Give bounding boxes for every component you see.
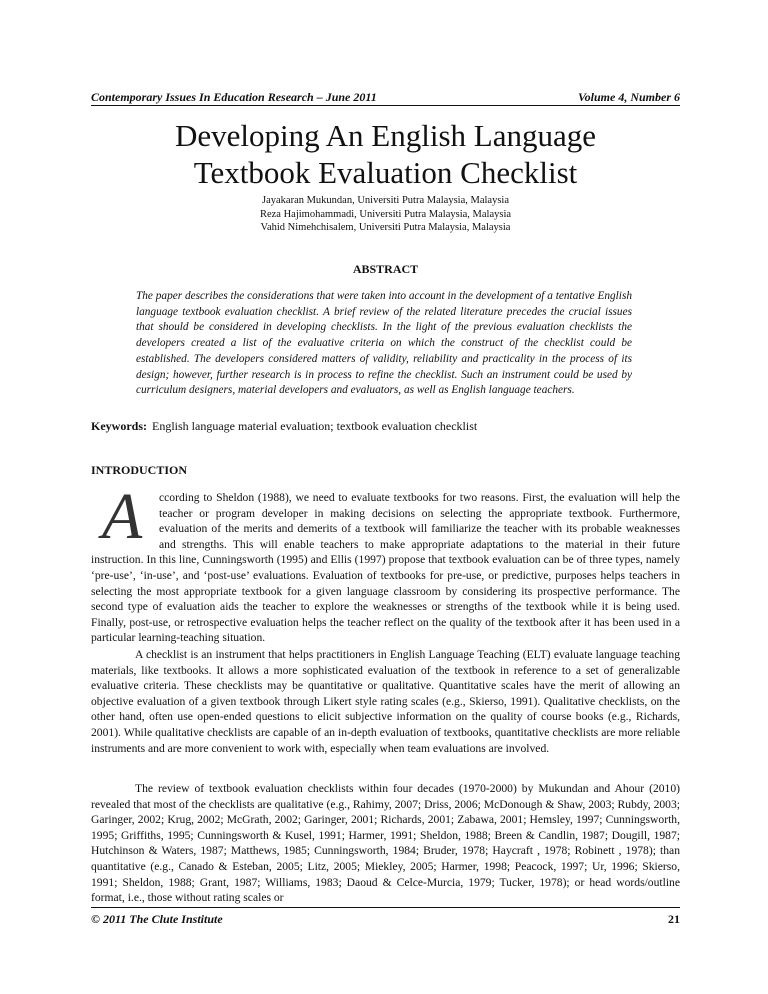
introduction-heading: INTRODUCTION [91, 463, 188, 477]
author-list [91, 194, 680, 235]
introduction-paragraph-1 [91, 480, 680, 646]
abstract-text: The paper describes the considerations that were taken into account in the development of a tentative English language textbook evaluation checklist. A brief review of the related literature precedes the crucial issues that should be considered in developing checklists. In the light of the previous evaluation checklists the developers created a list of the evaluative criteria on which the construct of the checklist could be established. The developers considered matters of validity, reliability and practicality in the process of its design; however, further research is in process to refine the checklist. Such an instrument could be used by curriculum designers, material developers and evaluators, as well as English language teachers. [136, 290, 632, 397]
author-affiliation: Reza Hajimohammadi, Universiti Putra Malaysia, Malaysia [259, 208, 512, 220]
page-number: 21 [668, 912, 680, 926]
keywords-text: English language material evaluation; textbook evaluation checklist [152, 419, 478, 433]
introduction-paragraph-2: A checklist is an instrument that helps practitioners in English Language Teaching (ELT) evaluate language teaching materials, like textbooks. It allows a more sophisticated evaluation of the textbook in reference to a set of generalizable evaluative criteria. These checklists may be quantitative or qualitative. Quantitative scales have the merit of allowing an objective evaluation of a given textbook through Likert style rating scales (e.g., Skierso, 1991). Qualitative checklists, on the other hand, often use open-ended questions to elicit subjective information on the quality of course books (e.g., Richards, 2001). While qualitative checklists are capable of an in-depth evaluation of textbooks, quantitative checklists are more reliable instruments and are more convenient to work with, especially when team evaluations are involved. [91, 648, 680, 755]
keywords-label: Keywords: [91, 419, 147, 433]
running-header [91, 90, 680, 106]
author-affiliation: Jayakaran Mukundan, Universiti Putra Malaysia, Malaysia [262, 195, 509, 206]
author-affiliation: Vahid Nimehchisalem, Universiti Putra Malaysia, Malaysia [260, 222, 511, 233]
title-line-1: Developing An English Language [175, 118, 596, 153]
volume-number: Volume 4, Number 6 [577, 90, 680, 104]
copyright: © 2011 The Clute Institute [91, 912, 223, 926]
paragraph-1-text: ccording to Sheldon (1988), we need to evaluate textbooks for two reasons. First, the evaluation will help the teacher or program developer in making decisions on selecting the appropriate textbook. Furthermore, evaluation of the merits and demerits of a textbook will familiarize the teacher with its probable weaknesses and strengths. This will enable teachers to make appropriate adaptations to the material in their future instruction. In this line, Cunningsworth (1995) and Ellis (1997) propose that textbook evaluation can be of three types, namely ‘pre-use’, ‘in-use’, and ‘post-use’ evaluations. Evaluation of textbooks for pre-use, or predictive, purposes helps teachers in selecting the most appropriate textbook for a given language classroom by considering its prospective performance. The second type of evaluation aids the teacher to explore the weaknesses or strengths of the textbook while it is being used. Finally, post-use, or retrospective evaluation helps the teacher reflect on the quality of the textbook after it has been used in a particular learning-teaching situation. [91, 491, 680, 645]
introduction-paragraph-3: The review of textbook evaluation checklists within four decades (1970-2000) by Mukundan and Ahour (2010) revealed that most of the checklists are qualitative (e.g., Rahimy, 2007; Driss, 2006; McDonough & Shaw, 2003; Rubdy, 2003; Garinger, 2002; Krug, 2002; McGrath, 2002; Garinger, 2001; Richards, 2001; Zabawa, 2001; Hemsley, 1997; Cunningsworth, 1995; Griffiths, 1995; Cunningsworth & Kusel, 1991; Harmer, 1991; Sheldon, 1988; Breen & Candlin, 1987; Dougill, 1987; Hutchinson & Waters, 1987; Matthews, 1985; Cunningsworth, 1984; Bruder, 1978; Haycraft , 1978; Robinett , 1978); than quantitative (e.g., Canado & Esteban, 2005; Litz, 2005; Miekley, 2005; Harmer, 1998; Peacock, 1997; Ur, 1996; Skierso, 1991; Sheldon, 1988; Grant, 1987; Williams, 1983; Daoud & Celce-Murcia, 1979; Tucker, 1978); or head words/outline format, i.e., those without rating scales or [91, 782, 680, 905]
running-footer [91, 907, 680, 926]
keywords [91, 419, 680, 434]
title-line-2: Textbook Evaluation Checklist [193, 155, 578, 190]
abstract-heading: ABSTRACT [352, 262, 419, 276]
journal-name: Contemporary Issues In Education Research – June 2011 [91, 90, 377, 104]
paper-title [91, 117, 680, 191]
drop-cap: A [101, 480, 143, 553]
